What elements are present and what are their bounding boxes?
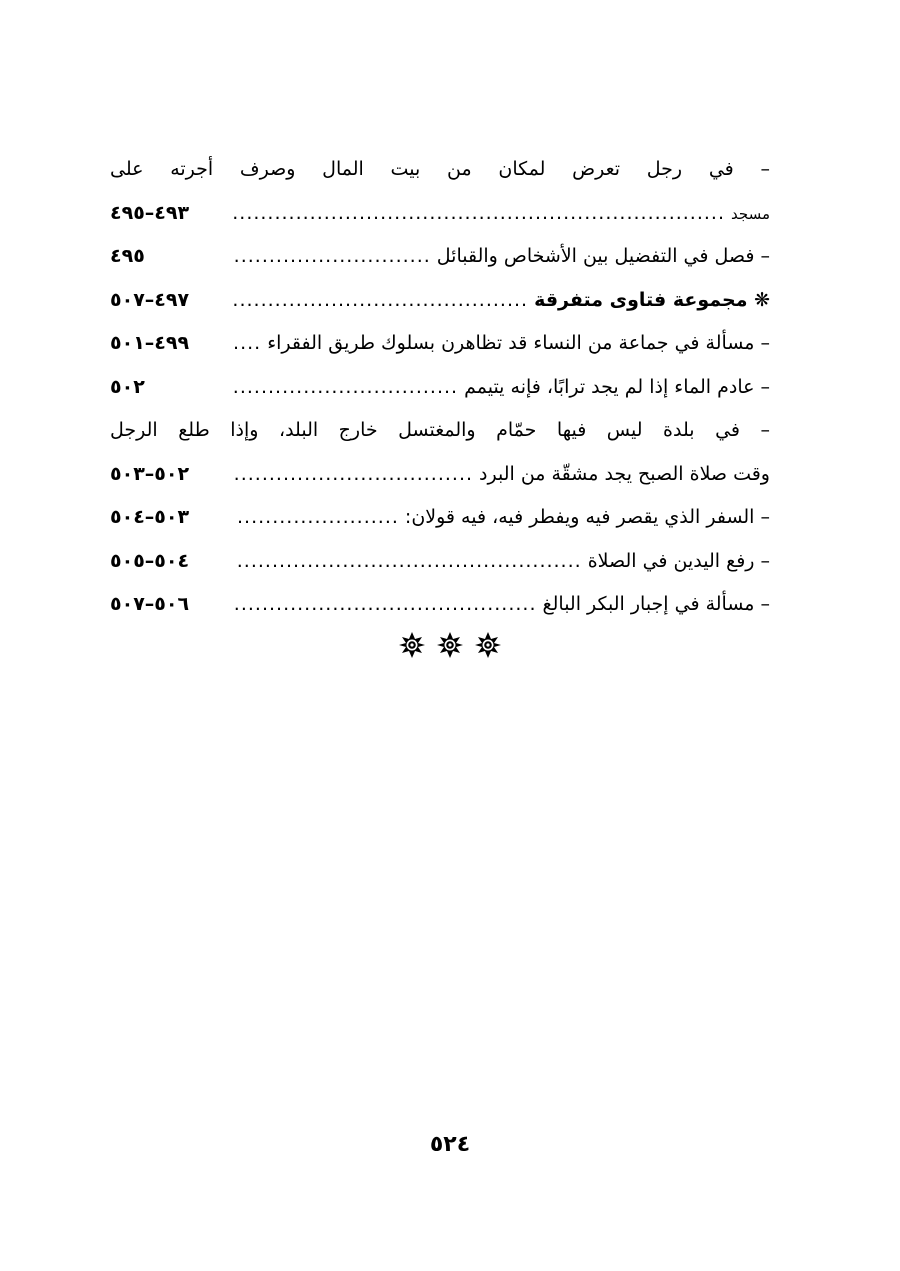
toc-entry-pages: ٥٠٢ <box>110 375 145 398</box>
toc-entry-pages: ٤٩٧–٥٠٧ <box>110 288 190 311</box>
toc-entry-title: – عادم الماء إذا لم يجد ترابًا، فإنه يتيمم <box>464 375 770 398</box>
toc-entry <box>110 496 770 540</box>
toc-entry-row <box>110 192 770 236</box>
dot-leader <box>234 540 582 584</box>
toc-entry-pages: ٥٠٣–٥٠٤ <box>110 506 190 528</box>
toc-entry <box>110 235 770 279</box>
toc-entry <box>110 148 770 235</box>
toc-entry-title: – مسألة في إجبار البكر البالغ <box>542 593 770 615</box>
dot-leader <box>234 279 528 323</box>
toc-entry-title: وقت صلاة الصبح يجد مشقّة من البرد <box>479 462 770 485</box>
toc-entry-title: – فصل في التفضيل بين الأشخاص والقبائل <box>436 245 770 267</box>
toc-entry-title: – السفر الذي يقصر فيه ويفطر فيه، فيه قولان: <box>404 506 770 528</box>
dot-leader <box>234 583 537 627</box>
toc-entry-title: – مسألة في جماعة من النساء قد تظاهرن بسلوك طريق الفقراء <box>267 332 770 354</box>
toc-entry <box>110 540 770 584</box>
toc-section-heading <box>110 279 770 323</box>
rosette-icon <box>437 632 463 658</box>
toc-entry-row <box>110 366 770 410</box>
toc-entry-title: ❋ مجموعة فتاوى متفرقة <box>534 288 770 311</box>
table-of-contents <box>110 148 770 627</box>
toc-entry-first-line: – في بلدة ليس فيها حمّام والمغتسل خارج البلد، وإذا طلع الرجل <box>110 419 770 441</box>
toc-entry-pages: ٥٠٦–٥٠٧ <box>110 593 190 615</box>
toc-entry-pages: ٥٠٤–٥٠٥ <box>110 549 190 572</box>
dot-leader <box>234 453 473 497</box>
rosette-icon <box>399 632 425 658</box>
dot-leader <box>234 322 261 366</box>
toc-entry-row <box>110 235 770 279</box>
dot-leader <box>234 366 458 410</box>
toc-entry-row <box>110 279 770 323</box>
toc-entry <box>110 409 770 496</box>
page-number: ٥٢٤ <box>429 1132 471 1157</box>
toc-entry-title: – رفع اليدين في الصلاة <box>587 549 770 572</box>
toc-entry-row <box>110 496 770 540</box>
toc-entry <box>110 583 770 627</box>
toc-entry <box>110 366 770 410</box>
toc-entry <box>110 322 770 366</box>
toc-entry-pages: ٤٩٥ <box>110 245 145 267</box>
section-end-ornament <box>0 632 900 658</box>
toc-entry-title: مسجد <box>731 204 770 223</box>
dot-leader <box>234 235 431 279</box>
rosette-icon <box>475 632 501 658</box>
toc-entry-first-line: – في رجل تعرض لمكان من بيت المال وصرف أجرته على <box>110 158 770 180</box>
toc-entry-row <box>110 453 770 497</box>
toc-entry-pages: ٤٩٩–٥٠١ <box>110 332 190 354</box>
dot-leader <box>234 496 399 540</box>
toc-entry-row <box>110 322 770 366</box>
toc-entry-row <box>110 540 770 584</box>
toc-entry-row <box>110 583 770 627</box>
dot-leader <box>234 192 725 236</box>
toc-entry-pages: ٤٩٣–٤٩٥ <box>110 201 190 224</box>
toc-entry-pages: ٥٠٢–٥٠٣ <box>110 462 190 485</box>
